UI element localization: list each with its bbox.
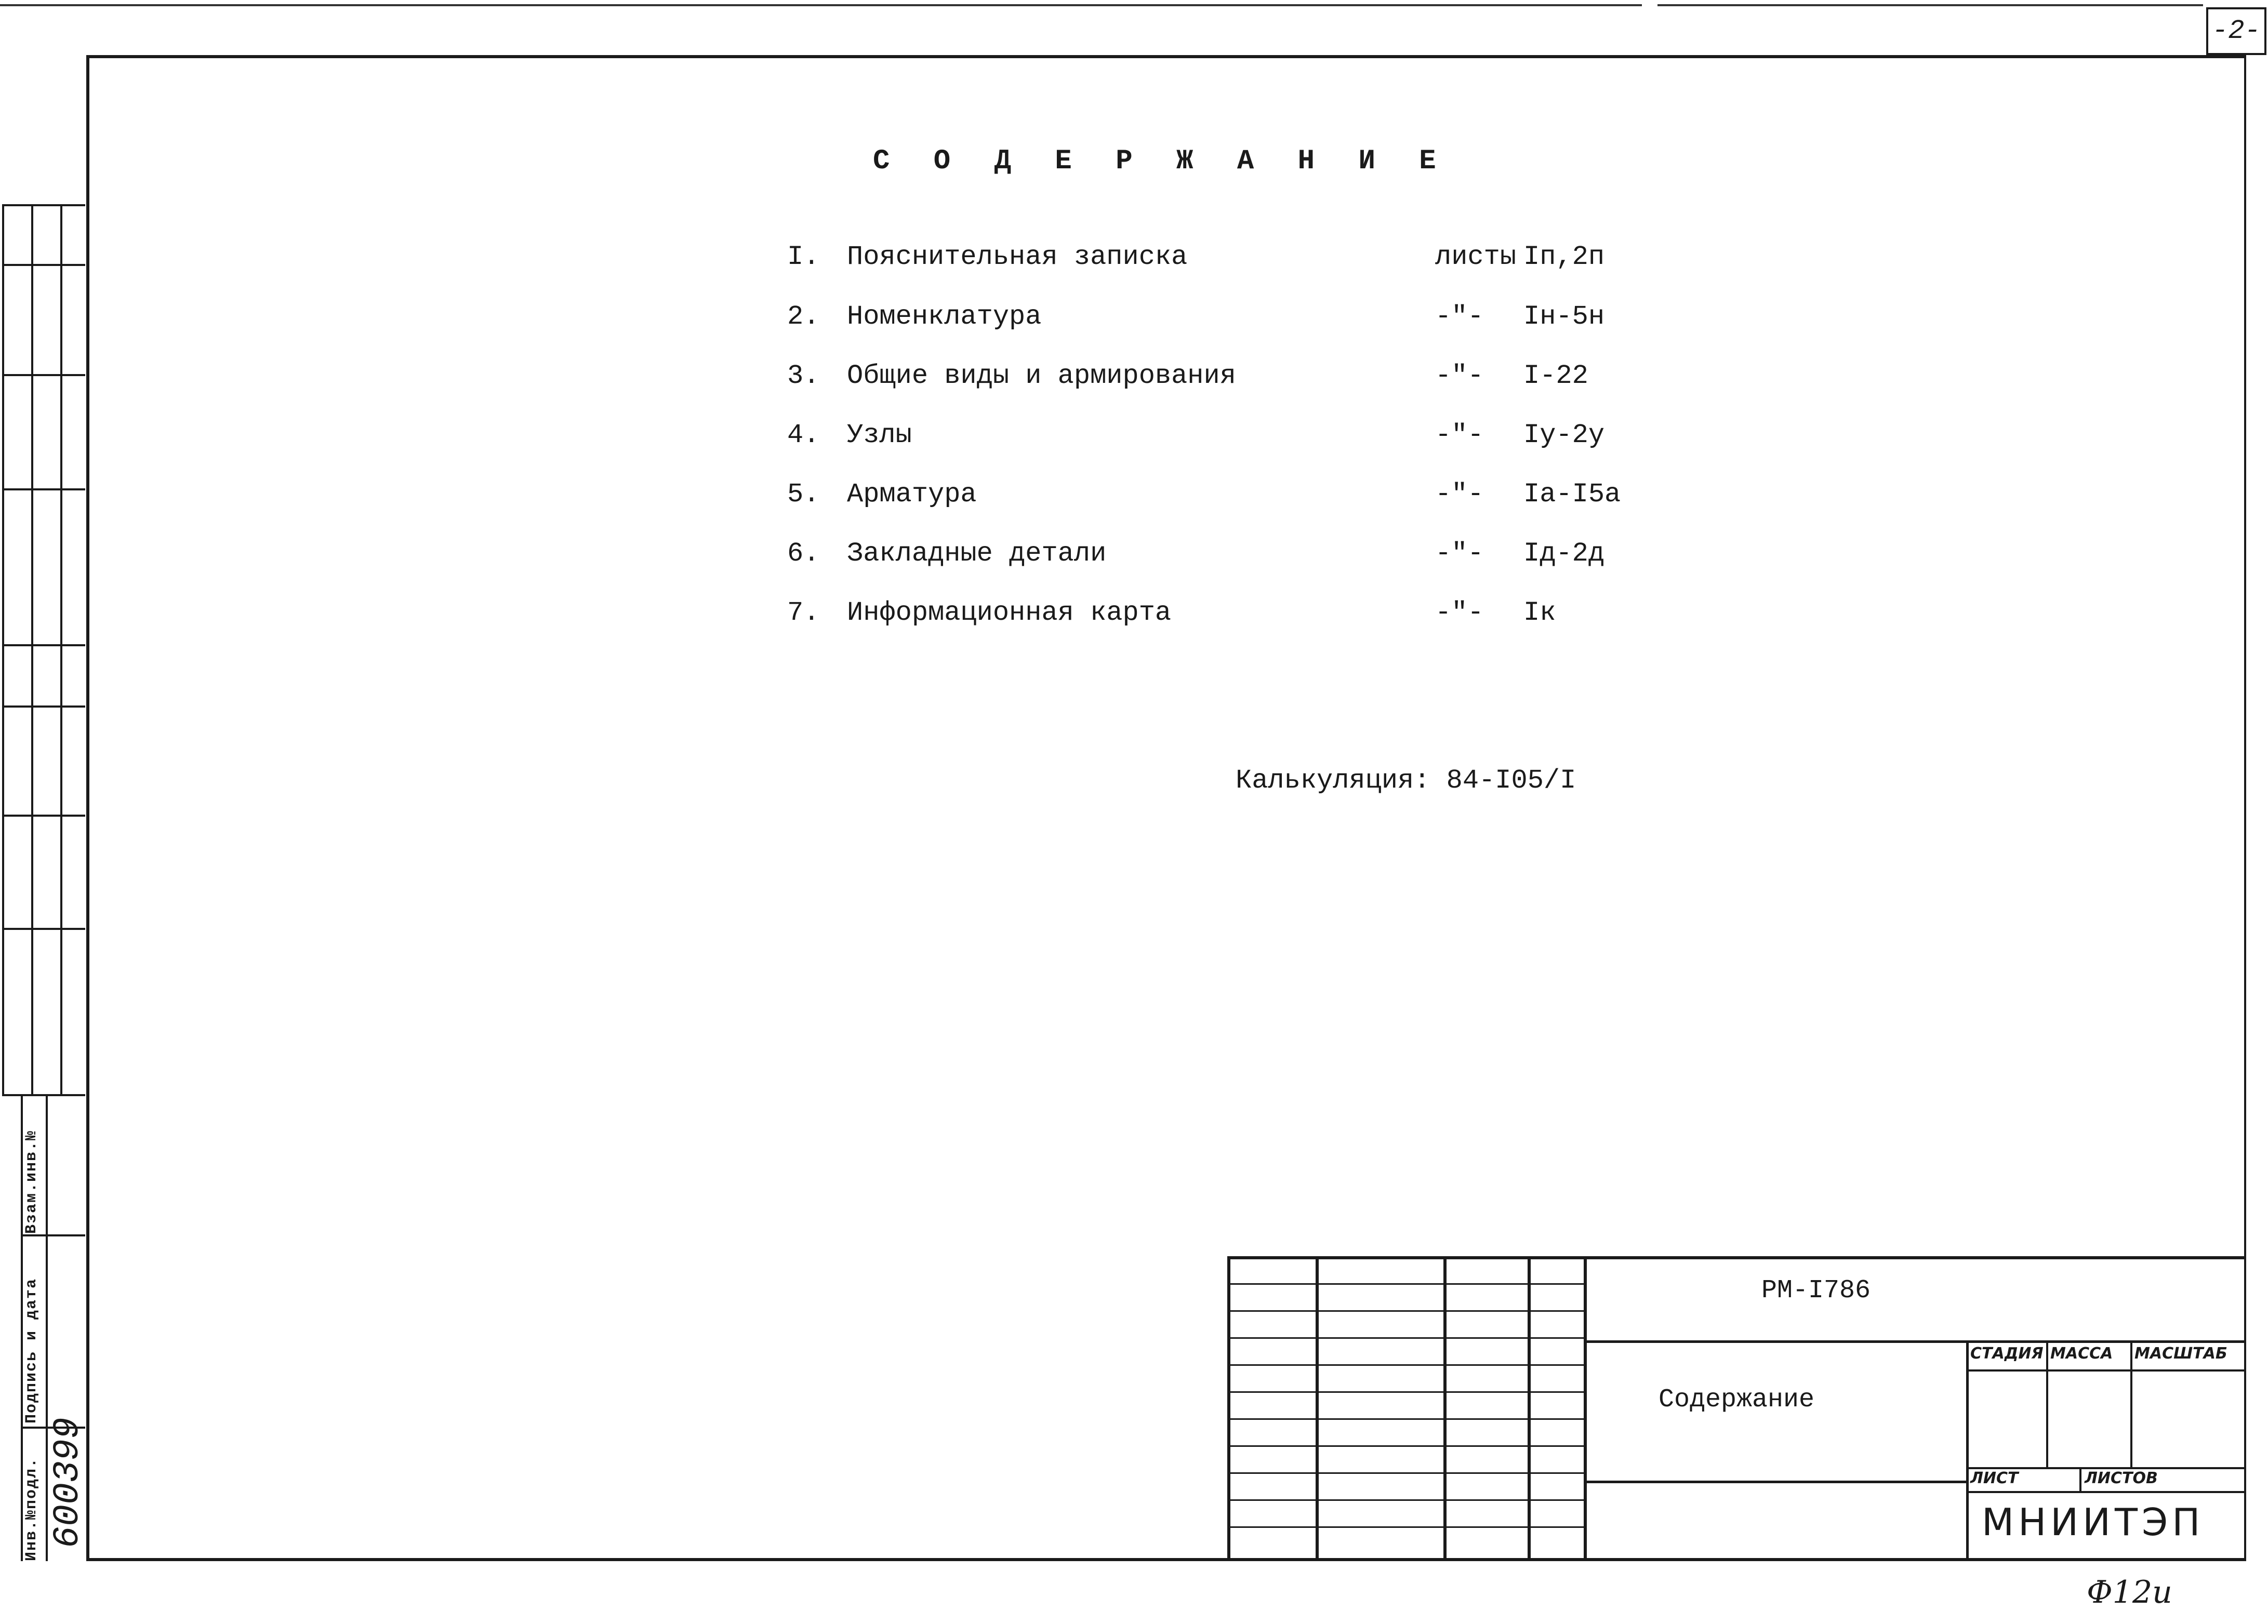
toc-number: 4.: [787, 420, 820, 450]
toc-item: [787, 420, 912, 450]
toc-ref: -"-: [1435, 538, 1484, 569]
toc-sheets: Iу-2у: [1523, 420, 1605, 450]
scale-label: МАСШТАБ: [2134, 1345, 2227, 1363]
document-code: РМ-I786: [1761, 1276, 1871, 1306]
page-title: С О Д Е Р Ж А Н И Е: [873, 145, 1450, 177]
toc-item: [787, 301, 1041, 332]
toc-sheets: Iа-I5а: [1523, 479, 1621, 510]
label-inv-orig: Инв.№подл.: [23, 1457, 41, 1561]
toc-title: Арматура: [847, 479, 977, 510]
toc-sheets: Iн-5н: [1523, 301, 1605, 332]
binding-strip: [2, 204, 87, 1561]
mass-label: МАССА: [2050, 1345, 2113, 1363]
toc-sheets: Iд-2д: [1523, 538, 1605, 569]
label-replace-inv: Взам.инв.№: [23, 1129, 41, 1234]
stage-label: СТАДИЯ: [1970, 1345, 2044, 1363]
sheet-name: Содержание: [1659, 1385, 1815, 1415]
toc-number: 5.: [787, 479, 820, 510]
toc-item: [787, 597, 1171, 628]
top-edge-line: [0, 4, 1642, 6]
toc-number: 2.: [787, 301, 820, 332]
toc-item: [787, 538, 1106, 569]
toc-number: 3.: [787, 361, 820, 391]
toc-number: I.: [787, 242, 820, 272]
toc-title: Узлы: [847, 420, 912, 450]
toc-title: Общие виды и армирования: [847, 361, 1236, 391]
top-edge-line-right: [1657, 4, 2203, 6]
toc-ref: -"-: [1435, 301, 1484, 332]
toc-ref: -"-: [1435, 597, 1484, 628]
toc-number: 7.: [787, 597, 820, 628]
toc-title: Номенклатура: [847, 301, 1042, 332]
label-sign-date: Подпись и дата: [23, 1277, 41, 1423]
calculation-reference: Калькуляция: 84-I05/I: [1236, 765, 1576, 796]
toc-item: [787, 479, 977, 510]
sheet-label: ЛИСТ: [1970, 1469, 2019, 1487]
toc-title: Информационная карта: [847, 597, 1172, 628]
page-number: -2-: [2206, 7, 2266, 55]
title-block: [1227, 1256, 2246, 1561]
toc-ref: -"-: [1435, 479, 1484, 510]
toc-sheets: Iк: [1523, 597, 1556, 628]
toc-item: [787, 242, 1187, 272]
sheets-label: ЛИСТОВ: [2085, 1469, 2158, 1487]
toc-title: Пояснительная записка: [847, 242, 1188, 272]
toc-title: Закладные детали: [847, 538, 1107, 569]
organization-name: МНИИТЭП: [1982, 1500, 2205, 1544]
toc-sheets: I-22: [1523, 361, 1588, 391]
toc-ref: -"-: [1435, 361, 1484, 391]
toc-ref: листы: [1435, 242, 1517, 272]
inventory-number: 600399: [48, 1417, 89, 1548]
toc-number: 6.: [787, 538, 820, 569]
toc-ref: -"-: [1435, 420, 1484, 450]
toc-item: [787, 361, 1236, 391]
format-label: Ф12и: [2087, 1574, 2172, 1610]
toc-sheets: Iп,2п: [1523, 242, 1605, 272]
